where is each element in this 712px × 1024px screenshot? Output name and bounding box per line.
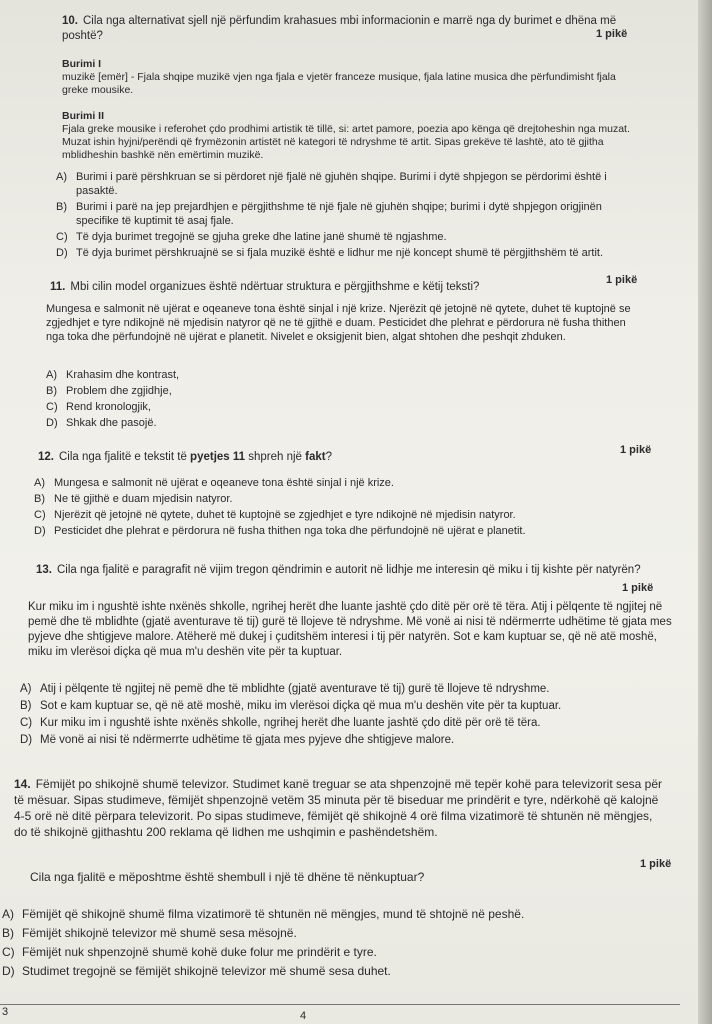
question-12-header: 12. Cila nga fjalitë e tekstit të pyetjes 11 shpreh një fakt? [38,451,333,463]
option-b[interactable]: B) Ne të gjithë e duam mjedisin natyror. [34,493,233,505]
option-c[interactable]: C) Rend kronologjik, [46,401,151,413]
question-number: 10. [62,15,78,27]
margin-mark: 3 [2,1006,9,1018]
source-title: Burimi II [62,110,105,122]
question-text: Mbi cilin model organizues është ndërtuar struktura e përgjithshme e këtij teksti? [70,281,480,293]
options-list [56,170,638,262]
options-list [34,476,654,540]
option-d[interactable]: D) Të dyja burimet përshkruajnë se si fjala muzikë është e lidhur me një koncept shumë të përgjithshëm të artit. [56,247,604,259]
option-a[interactable]: A) Atij i pëlqente të ngjitej në pemë dhe të mblidhte (gjatë aventurave të tij) gurë të llojeve të ndryshme. [20,683,550,695]
option-d[interactable]: D) Shkak dhe pasojë. [46,417,157,429]
passage: Mungesa e salmonit në ujërat e oqeaneve tona është sinjal i një krize. Njerëzit që jetojnë në qytete, duhet të kuptojnë se zgjedhjet e tyre ndikojnë në mjedisin natyror që ne të gjithë e duam. Pesticidet dhe plehrat e përdorura në fusha thithen nga toka dhe përfundojnë në ujërat e planetit. Nivelet e oksigjenit bien, algat shtohen dhe peshqit zhduken. [46,303,631,343]
source-text: Fjala greke mousike i referohet çdo prodhimi artistik të tillë, si: artet pamore, poezia apo kënga që drejtoheshin nga muzat. Muzat ishin hyjni/perëndi që frymëzonin artistët në kategori të ndryshme të artit. Sipas grekëve të lashtë, ato të gjitha mblidheshin bashkë nën emërtimin muzikë. [62,123,630,161]
option-c[interactable]: C) Kur miku im i ngushtë ishte nxënës shkolle, ngrihej herët dhe luante jashtë çdo ditë për orë të tëra. [20,717,541,729]
question-number: 11. [50,281,66,293]
question-number: 14. [14,777,31,791]
passage: Kur miku im i ngushtë ishte nxënës shkolle, ngrihej herët dhe luante jashtë çdo ditë për orë të tëra. Atij i pëlqente të ngjitej në pemë dhe të mblidhte (gjatë aventurave të tij) gurë të llojeve të ndryshme. Më vonë ai nisi të ndërmerrte udhëtime të gjata mes pyjeve dhe shtigjeve malore. Atëherë më dukej i çuditshëm interesi i tij për natyrën. Sot e kam kuptuar se, që në atë moshë, miku im vlerësoi diçka që mua m'u deshën vite për ta kuptuar. [28,601,672,658]
points-label: 1 pikë [622,582,654,594]
points-label: 1 pikë [640,858,672,870]
question-13-header [36,563,676,578]
question-number: 13. [36,564,52,576]
source-2 [62,110,630,162]
points-label: 1 pikë [596,28,628,40]
question-10 [62,14,622,44]
points-label: 1 pikë [620,444,652,456]
option-d[interactable]: D) Pesticidet dhe plehrat e përdorura në fusha thithen nga toka dhe përfundojnë në ujërat e planetit. [34,525,526,537]
options-list [2,906,662,982]
option-c[interactable]: C) Fëmijët nuk shpenzojnë shumë kohë duke folur me prindërit e tyre. [2,945,377,959]
source-text: muzikë [emër] - Fjala shqipe muzikë vjen nga fjala e vjetër franceze musique, fjala latine musica dhe përfundimisht fjala greke mousike. [62,71,616,96]
question-text: Cila nga alternativat sjell një përfundim krahasues mbi informacionin e marrë nga dy burimet e dhëna më poshtë? [62,15,617,42]
option-a[interactable]: A) Mungesa e salmonit në ujërat e oqeaneve tona është sinjal i një krize. [34,477,394,489]
option-b[interactable]: B) Burimi i parë na jep prejardhjen e përgjithshme të një fjale në gjuhën shqipe; burimi i dytë shpjegon origjinën specifike të kuptimit të asaj fjale. [56,201,602,227]
option-b[interactable]: B) Problem dhe zgjidhje, [46,385,172,397]
page-edge [698,0,712,1024]
source-1 [62,58,630,97]
question-number: 12. [38,451,54,463]
option-a[interactable]: A) Burimi i parë përshkruan se si përdoret një fjalë në gjuhën shqipe. Burimi i dytë shpjegon se përdorimi është i pasaktë. [56,171,607,197]
option-b[interactable]: B) Fëmijët shikojnë televizor më shumë sesa mësojnë. [2,926,297,940]
option-d[interactable]: D) Më vonë ai nisi të ndërmerrte udhëtime të gjata mes pyjeve dhe shtigjeve malore. [20,734,455,746]
options-list [46,368,546,432]
source-title: Burimi I [62,58,102,70]
question-14-question: Cila nga fjalitë e mëposhtme është shembull i një të dhëne të nënkuptuar? [30,870,425,884]
question-text: Cila nga fjalitë e paragrafit në vijim tregon qëndrimin e autorit në lidhje me interesin që miku i tij kishte për natyrën? [57,564,641,576]
points-label: 1 pikë [606,274,638,286]
option-c[interactable]: C) Njerëzit që jetojnë në qytete, duhet të kuptojnë se zgjedhjet e tyre ndikojnë në mjedisin natyror. [34,509,516,521]
footer-divider [0,1004,680,1005]
options-list [20,682,680,750]
option-a[interactable]: A) Krahasim dhe kontrast, [46,369,180,381]
option-d[interactable]: D) Studimet tregojnë se fëmijët shikojnë televizor më shumë sesa duhet. [2,964,391,978]
question-10-header [62,14,622,44]
option-c[interactable]: C) Të dyja burimet tregojnë se gjuha greke dhe latine janë shumë të ngjashme. [56,231,447,243]
option-b[interactable]: B) Sot e kam kuptuar se, që në atë moshë, miku im vlerësoi diçka që mua m'u deshën vite për ta kuptuar. [20,700,562,712]
option-a[interactable]: A) Fëmijët që shikojnë shumë filma vizatimorë të shtunën në mëngjes, mund të shtojnë në peshë. [2,907,525,921]
question-14-passage: 14. Fëmijët po shikojnë shumë televizor. Studimet kanë treguar se ata shpenzojnë më tepër kohë para televizorit sesa për të mësuar. Sipas studimeve, fëmijët shpenzojnë vetëm 35 minuta për të biseduar me prindërit e tyre, ndërkohë që kalojnë 4-5 orë në ditë përpara televizorit. Po sipas studimeve, fëmijët që shikojnë 4 orë filma vizatimorë të shtunën në mëngjes, do të shikojnë gjithashtu 200 reklama që lidhen me ushqimin e pashëndetshëm. [14,777,663,839]
page-number: 4 [300,1010,307,1022]
question-11-header [50,280,590,295]
